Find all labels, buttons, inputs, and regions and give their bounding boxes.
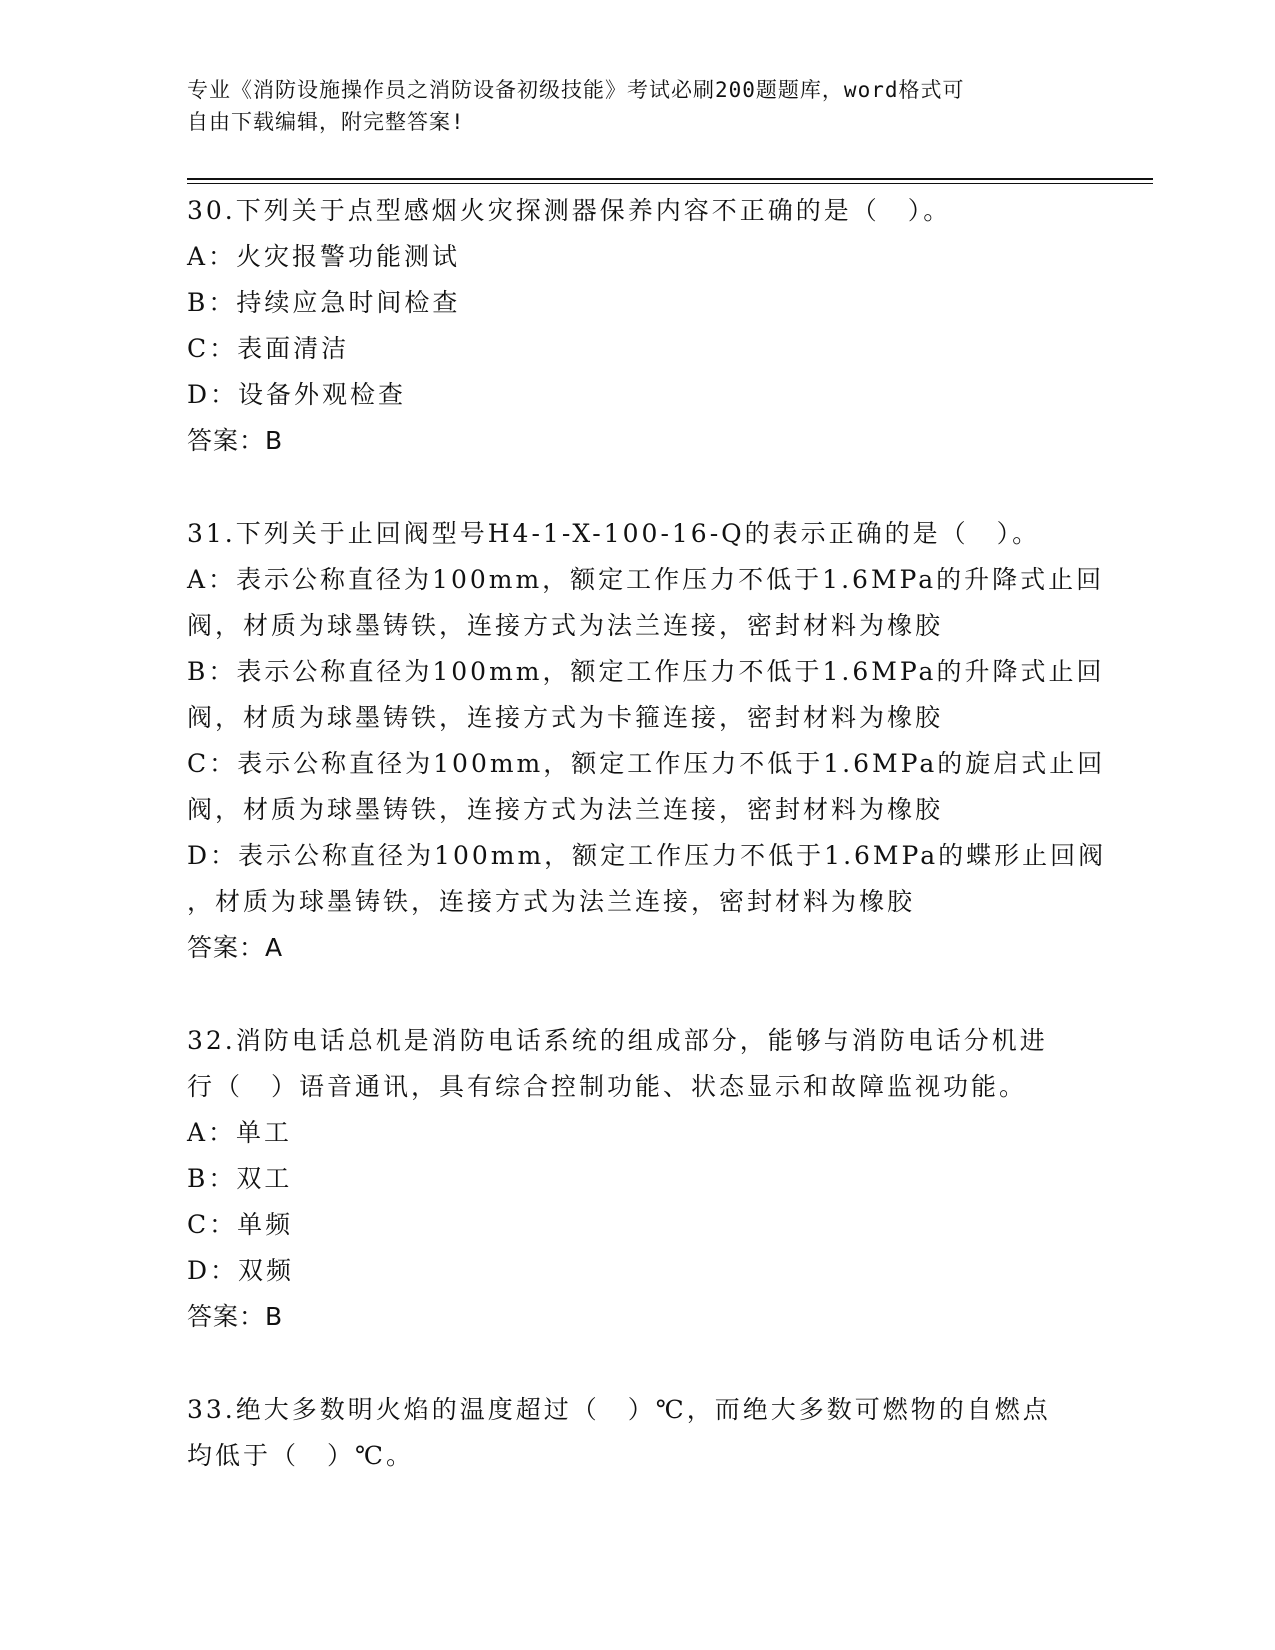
option-b-continued: 阀，材质为球墨铸铁，连接方式为卡箍连接，密封材料为橡胶 [187,703,944,732]
option-d: D：双频 [187,1256,295,1285]
question-stem: 30.下列关于点型感烟火灾探测器保养内容不正确的是（ ）。 [187,196,952,225]
answer-label: 答案：B [187,1302,284,1331]
option-a: A：表示公称直径为100mm，额定工作压力不低于1.6MPa的升降式止回 [187,565,1105,594]
question-32 [187,1018,1087,1340]
question-31 [187,511,1107,971]
option-c: C：表面清洁 [187,334,350,363]
header-divider-thick [187,178,1153,180]
question-30 [187,188,1087,464]
option-b: B：表示公称直径为100mm，额定工作压力不低于1.6MPa的升降式止回 [187,657,1105,686]
option-c-continued: 阀，材质为球墨铸铁，连接方式为法兰连接，密封材料为橡胶 [187,795,944,824]
option-b: B：双工 [187,1164,293,1193]
document-header [187,74,1067,138]
option-d: D：设备外观检查 [187,380,407,409]
question-list [187,188,1107,1526]
header-line-1: 专业《消防设施操作员之消防设备初级技能》考试必刷200题题库，word格式可 [187,78,965,102]
question-stem: 32.消防电话总机是消防电话系统的组成部分，能够与消防电话分机进 [187,1026,1048,1055]
option-a-continued: 阀，材质为球墨铸铁，连接方式为法兰连接，密封材料为橡胶 [187,611,944,640]
option-b: B：持续应急时间检查 [187,288,461,317]
header-divider-thin [187,183,1153,184]
question-stem: 31.下列关于止回阀型号H4-1-X-100-16-Q的表示正确的是（ ）。 [187,519,1041,548]
question-33 [187,1387,1087,1479]
option-a: A：火灾报警功能测试 [187,242,461,271]
question-stem-continued: 行（ ）语音通讯，具有综合控制功能、状态显示和故障监视功能。 [187,1072,1028,1101]
option-a: A：单工 [187,1118,293,1147]
question-stem: 33.绝大多数明火焰的温度超过（ ）℃，而绝大多数可燃物的自燃点 [187,1395,1051,1424]
question-stem-continued: 均低于（ ）℃。 [187,1441,414,1470]
header-line-2: 自由下载编辑，附完整答案! [187,110,465,134]
answer-label: 答案：B [187,426,284,455]
option-d-continued: ，材质为球墨铸铁，连接方式为法兰连接，密封材料为橡胶 [187,887,916,916]
option-c: C：单频 [187,1210,294,1239]
option-d: D：表示公称直径为100mm，额定工作压力不低于1.6MPa的蝶形止回阀 [187,841,1107,870]
option-c: C：表示公称直径为100mm，额定工作压力不低于1.6MPa的旋启式止回 [187,749,1106,778]
answer-label: 答案：A [187,933,284,962]
